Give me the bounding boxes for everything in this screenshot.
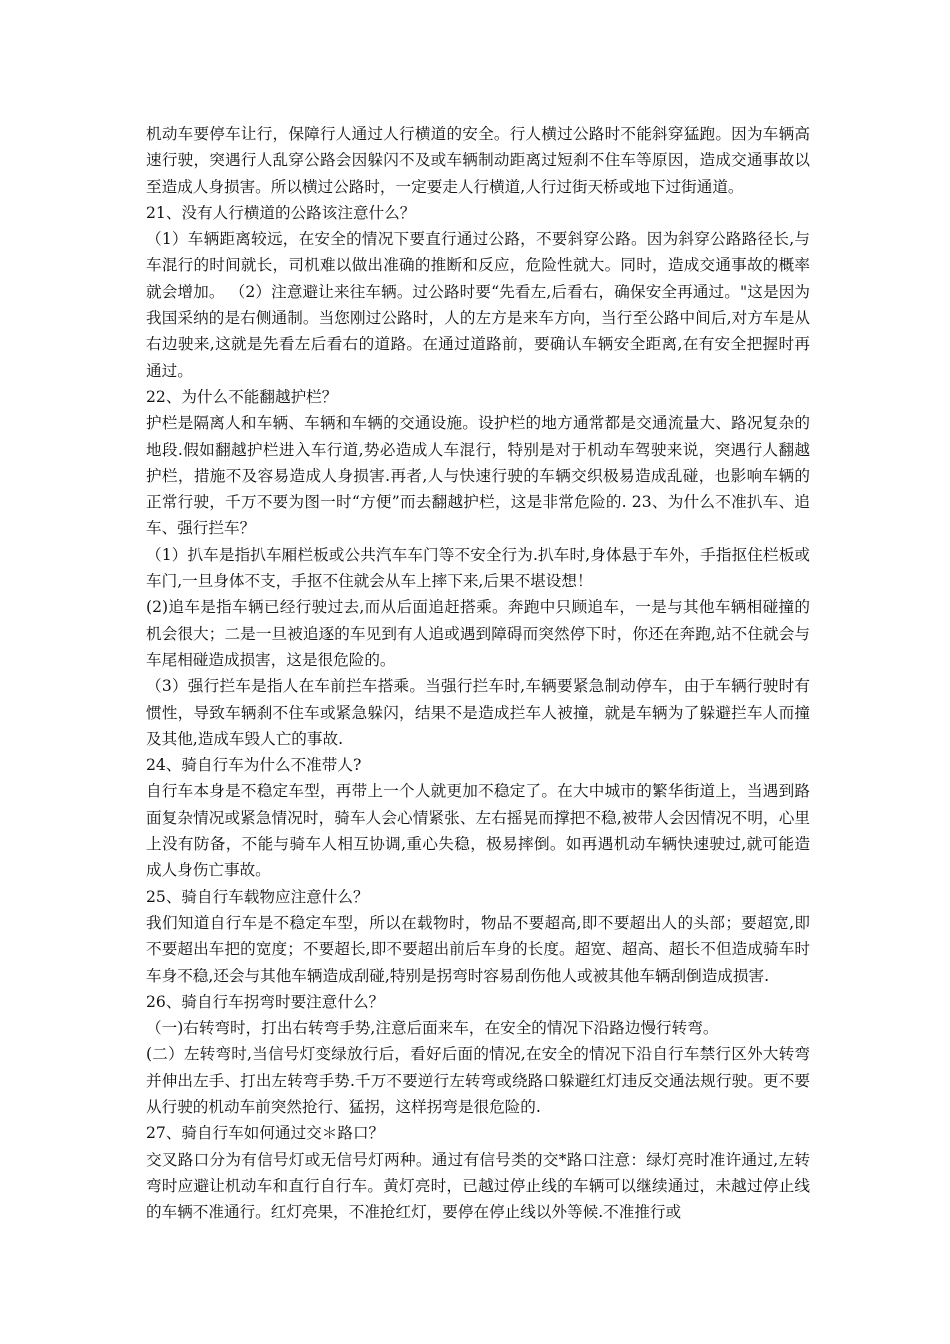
answer-21: （1）车辆距离较远，在安全的情况下要直行通过公路，不要斜穿公路。因为斜穿公路路径长,与车混行的时间就长，司机难以做出准确的推断和反应，危险性就大。同时，造成交通事故的概率就会增加。 （2）注意避让来往车辆。过公路时要“先看左,后看右，确保安全再通过。"这是因为我国采纳的是右侧通制。当您刚过公路时，人的左方是来车方向，当行至公路中间后,对方车是从右边驶来,这就是先看左后看右的道路。在通过道路前，要确认车辆安全距离,在有安全把握时再通过。 — [146, 230, 810, 380]
question-22-heading: 22、为什么不能翻越护栏？ — [146, 387, 338, 406]
answer-24: 自行车本身是不稳定车型，再带上一个人就更加不稳定了。在大中城市的繁华街道上，当遇到路面复杂情况或紧急情况时，骑车人会心情紧张、左右摇晃而撑把不稳,被带人会因情况不明，心里上没有防备，不能与骑车人相互协调,重心失稳，极易摔倒。如再遇机动车辆快速驶过,就可能造成人身伤亡事故。 — [146, 782, 810, 880]
answer-23-part-2: (2)追车是指车辆已经行驶过去,而从后面追赶搭乘。奔跑中只顾追车，一是与其他车辆相碰撞的机会很大；二是一旦被追逐的车见到有人追或遇到障碍而突然停下时，你还在奔跑,站不住就会与车尾相碰造成损害，这是很危险的。 — [146, 598, 810, 669]
question-21-heading: 21、没有人行横道的公路该注意什么？ — [146, 203, 416, 222]
answer-23-part-1: （1）扒车是指扒车厢栏板或公共汽车车门等不安全行为.扒车时,身体悬于车外，手指抠住栏板或车门,一旦身体不支，手抠不住就会从车上摔下来,后果不堪设想！ — [146, 545, 810, 591]
question-27-heading: 27、骑自行车如何通过交＊路口？ — [146, 1124, 385, 1143]
answer-23-part-3: （3）强行拦车是指人在车前拦车搭乘。当强行拦车时,车辆要紧急制动停车，由于车辆行驶时有惯性，导致车辆刹不住车或紧急躲闪，结果不是造成拦车人被撞，就是车辆为了躲避拦车人而撞及其他,造成车毁人亡的事故. — [146, 677, 810, 748]
question-25-heading: 25、骑自行车载物应注意什么？ — [146, 887, 369, 906]
paragraph-intro: 机动车要停车让行，保障行人通过人行横道的安全。行人横过公路时不能斜穿猛跑。因为车辆高速行驶，突遇行人乱穿公路会因躲闪不及或车辆制动距离过短刹不住车等原因，造成交通事故以至造成人身损害。所以横过公路时，一定要走人行横道,人行过街天桥或地下过街通道。 — [146, 125, 810, 196]
question-24-heading: 24、骑自行车为什么不准带人? — [146, 756, 362, 775]
answer-25: 我们知道自行车是不稳定车型，所以在载物时，物品不要超高,即不要超出人的头部；要超宽,即不要超出车把的宽度；不要超长,即不要超出前后车身的长度。超宽、超高、超长不但造成骑车时车身不稳,还会与其他车辆造成刮碰,特别是拐弯时容易刮伤他人或被其他车辆刮倒造成损害. — [146, 913, 810, 985]
question-26-heading: 26、骑自行车拐弯时要注意什么？ — [146, 992, 385, 1011]
answer-26-part-1: （一)右转弯时，打出右转弯手势,注意后面来车，在安全的情况下沿路边慢行转弯。 — [146, 1019, 719, 1038]
document-body — [146, 121, 810, 1225]
answer-27: 交叉路口分为有信号灯或无信号灯两种。通过有信号类的交*路口注意：绿灯亮时准许通过,左转弯时应避让机动车和直行自行车。黄灯亮时，已越过停止线的车辆可以继续通过，未越过停止线的车辆不准通行。红灯亮果，不准抢红灯，要停在停止线以外等候.不准推行或 — [146, 1150, 810, 1222]
answer-22: 护栏是隔离人和车辆、车辆和车辆的交通设施。设护栏的地方通常都是交通流量大、路况复杂的地段.假如翻越护栏进入车行道,势必造成人车混行，特别是对于机动车驾驶来说，突遇行人翻越护栏，措施不及容易造成人身损害.再者,人与快速行驶的车辆交织极易造成乱碰，也影响车辆的正常行驶，千万不要为图一时“方便”而去翻越护栏，这是非常危险的. 23、为什么不准扒车、追车、强行拦车？ — [146, 414, 810, 538]
answer-26-part-2: (二）左转弯时,当信号灯变绿放行后，看好后面的情况,在安全的情况下沿自行车禁行区外大转弯并伸出左手、打出左转弯手势.千万不要逆行左转弯或绕路口躲避红灯违反交通法规行驶。更不要从行驶的机动车前突然抢行、猛拐，这样拐弯是很危险的. — [146, 1045, 810, 1116]
